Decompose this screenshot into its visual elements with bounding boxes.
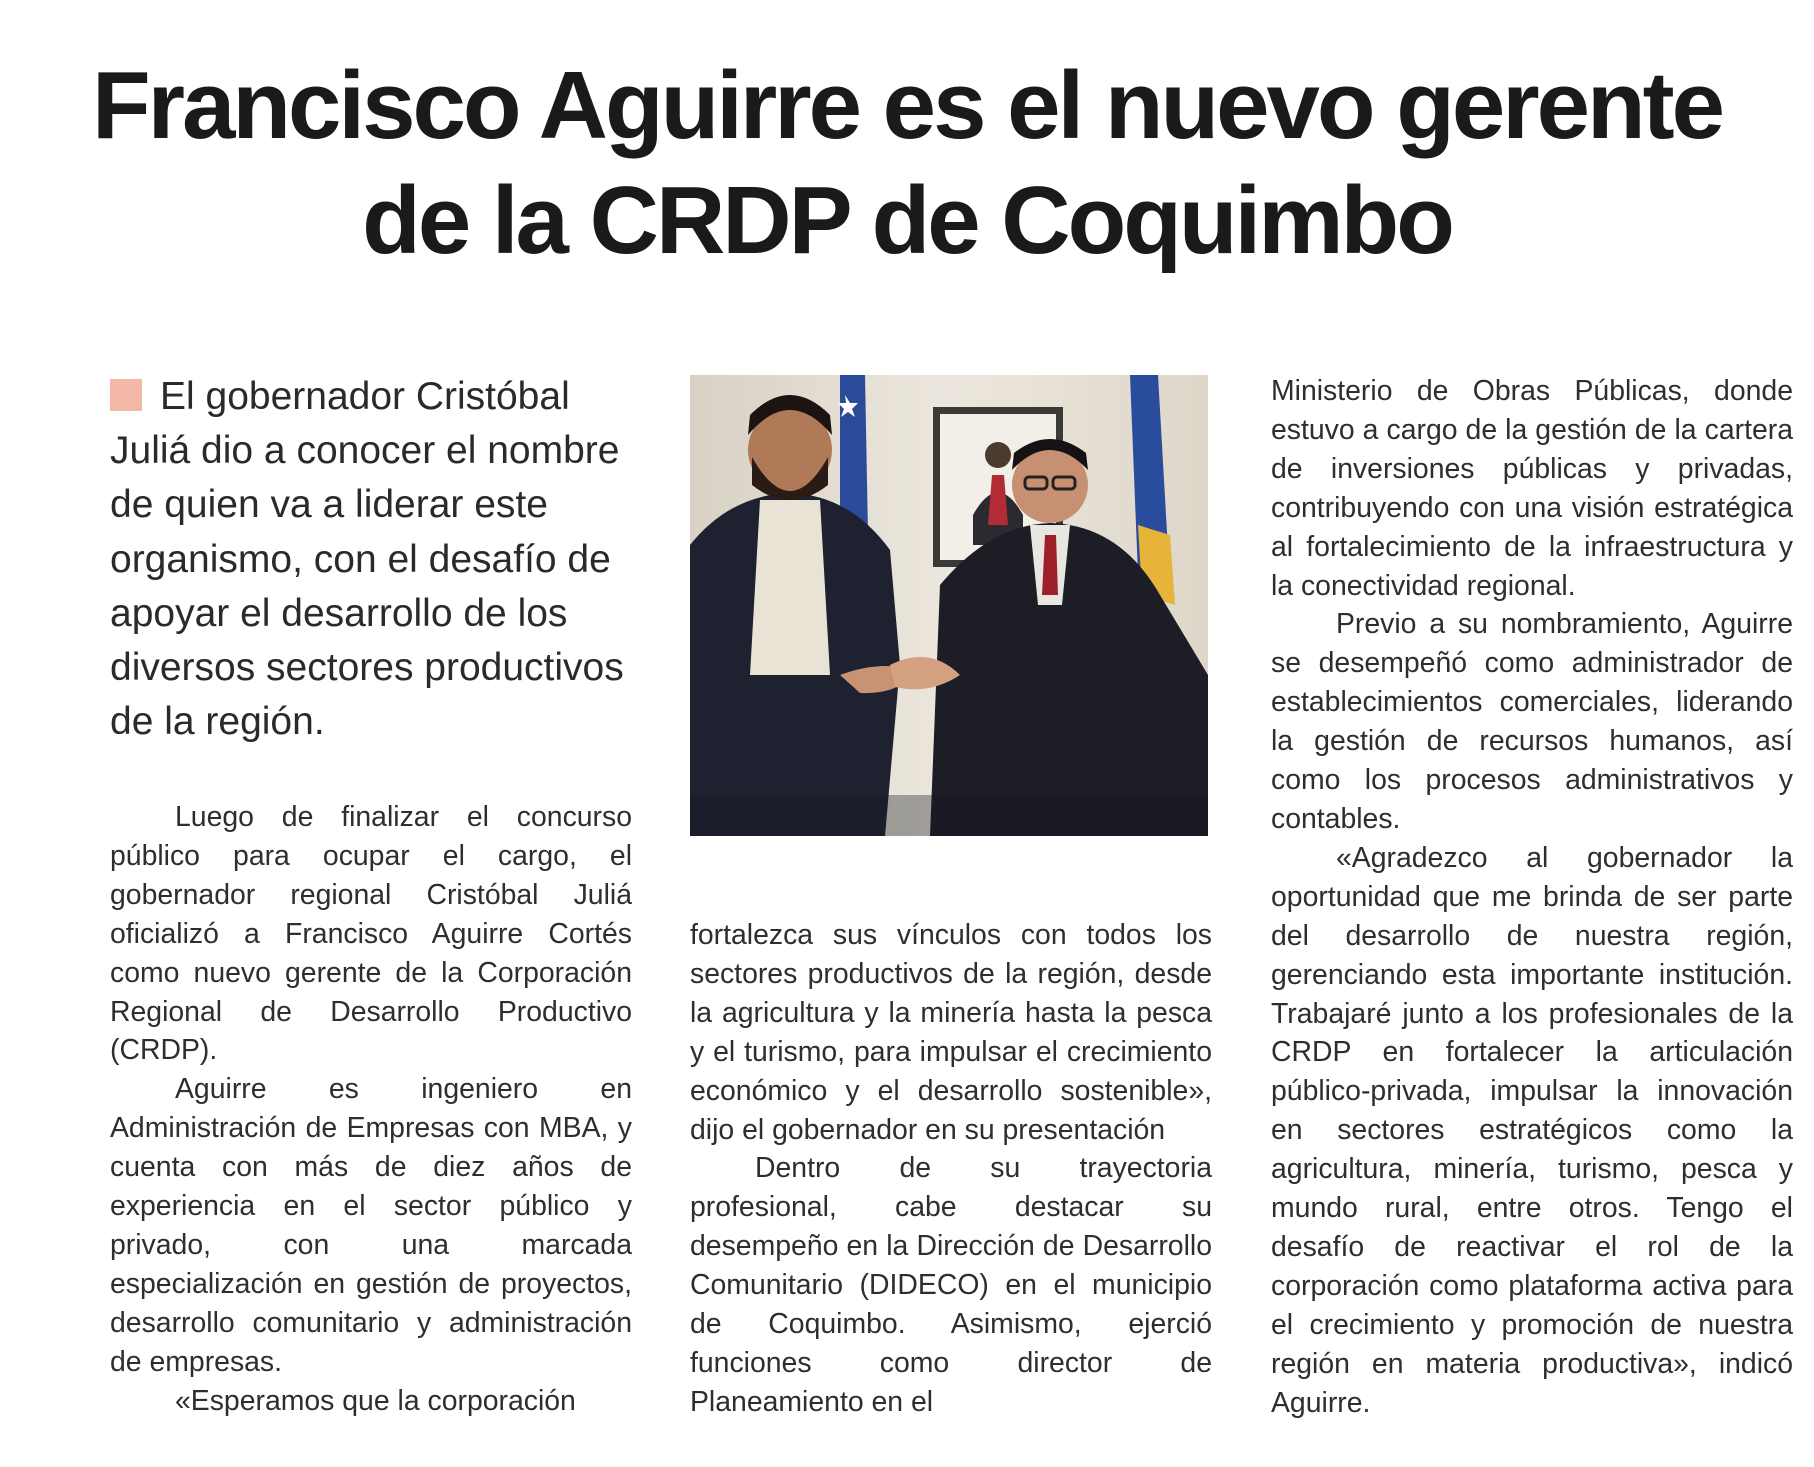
body-paragraph: «Esperamos que la corporación — [175, 1384, 576, 1417]
square-bullet-icon — [110, 379, 142, 411]
lead-text: El gobernador Cristóbal Juliá dio a conocer el nombre de quien va a liderar este organismo, con el desafío de apoyar el desarrollo de los diversos sectores productivos de la región. — [110, 375, 624, 744]
body-paragraph: «Agradezco al gobernador la oportunidad que me brinda de ser parte del desarrollo de nuestra región, gerenciando esta importante institución. Trabajaré junto a los profesionales de la CRDP en fortalecer la articulación público-privada, impulsar la innovación en sectores estratégicos como la agricultura, minería, turismo, pesca y mundo rural, entre otros. Tengo el desafío de reactivar el rol de la corporación como plataforma activa para el crecimiento y promoción de nuestra región en materia productiva», indicó Aguirre. — [1271, 841, 1793, 1419]
body-paragraph: Dentro de su trayectoria profesional, cabe destacar su desempeño en la Dirección de Desarrollo Comunitario (DIDECO) en el municipio de Coquimbo. Asimismo, ejerció funciones como director de Planeamiento en el — [690, 1152, 1212, 1418]
article-column-3 — [1271, 372, 1793, 1422]
handshake-photo-illustration — [690, 375, 1208, 836]
body-paragraph: Luego de finalizar el concurso público para ocupar el cargo, el gobernador regional Cristóbal Juliá oficializó a Francisco Aguirre Cortés como nuevo gerente de la Corporación Regional de Desarrollo Productivo (CRDP). — [110, 801, 632, 1067]
body-paragraph: Previo a su nombramiento, Aguirre se desempeñó como administrador de establecimientos comerciales, liderando la gestión de recursos humanos, así como los procesos administrativos y contables. — [1271, 608, 1793, 835]
body-paragraph: fortalezca sus vínculos con todos los sectores productivos de la región, desde la agricultura y la minería hasta la pesca y el turismo, para impulsar el crecimiento económico y el desarrollo sostenible», dijo el gobernador en su presentación — [690, 919, 1212, 1146]
body-paragraph: Aguirre es ingeniero en Administración de Empresas con MBA, y cuenta con más de diez años de experiencia en el sector público y privado, con una marcada especialización en gestión de proyectos, desarrollo comunitario y administración de empresas. — [110, 1073, 632, 1378]
article-column-1 — [110, 798, 632, 1421]
article-photo — [690, 375, 1208, 836]
lead-paragraph — [110, 370, 630, 749]
body-paragraph: Ministerio de Obras Públicas, donde estuvo a cargo de la gestión de la cartera de inversiones públicas y privadas, contribuyendo con una visión estratégica al fortalecimiento de la infraestructura y la conectividad regional. — [1271, 375, 1793, 602]
article-column-2 — [690, 916, 1212, 1422]
headline: Francisco Aguirre es el nuevo gerente de la CRDP de Coquimbo — [91, 52, 1723, 275]
